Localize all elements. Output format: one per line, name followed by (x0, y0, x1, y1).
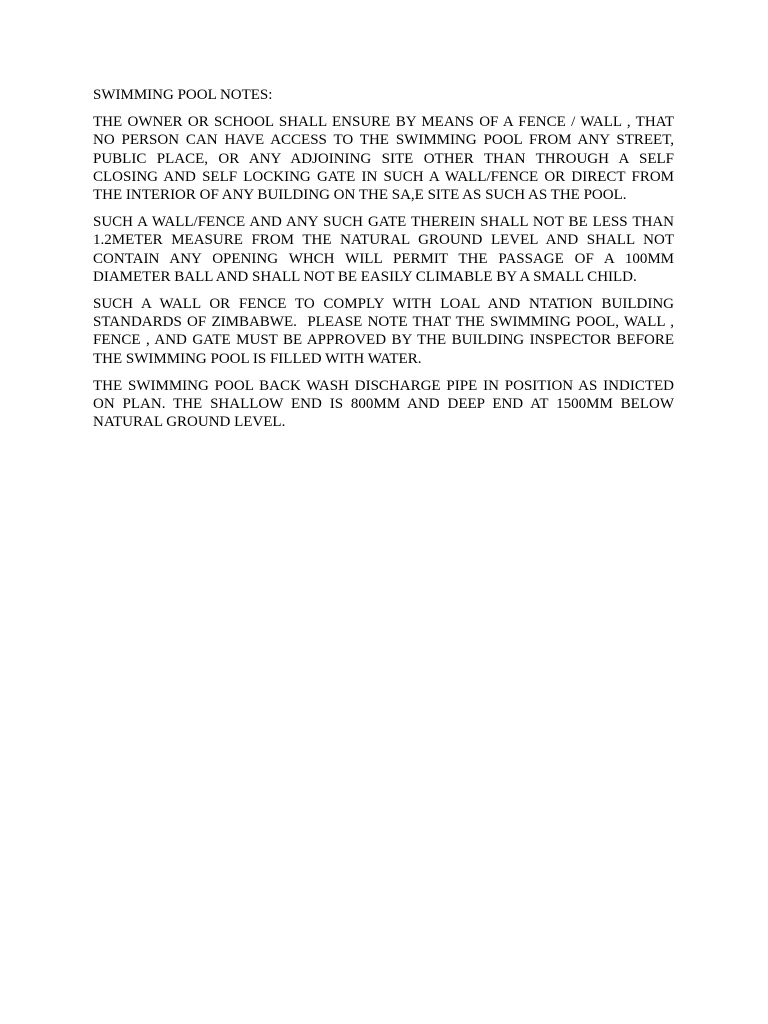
document-heading: SWIMMING POOL NOTES: (93, 87, 273, 103)
paragraph-building-standards: SUCH A WALL OR FENCE TO COMPLY WITH LOAL AND NTATION BUILDING STANDARDS OF ZIMBABWE. PLEASE NOTE THAT THE SWIMMING POOL, WALL , FENCE , AND GATE MUST BE APPROVED BY THE BUILDING INSPECTOR BEFORE THE SWIMMING POOL IS FILLED WITH WATER. (93, 296, 678, 367)
paragraph-fence-height: SUCH A WALL/FENCE AND ANY SUCH GATE THEREIN SHALL NOT BE LESS THAN 1.2METER MEASURE FROM THE NATURAL GROUND LEVEL AND SHALL NOT CONTAIN ANY OPENING WHCH WILL PERMIT THE PASSAGE OF A 100MM DIAMETER BALL AND SHALL NOT BE EASILY CLIMABLE BY A SMALL CHILD. (93, 214, 678, 285)
paragraph-fence-requirement: THE OWNER OR SCHOOL SHALL ENSURE BY MEANS OF A FENCE / WALL , THAT NO PERSON CAN HAVE ACCESS TO THE SWIMMING POOL FROM ANY STREET, PUBLIC PLACE, OR ANY ADJOINING SITE OTHER THAN THROUGH A SELF CLOSING AND SELF LOCKING GATE IN SUCH A WALL/FENCE OR DIRECT FROM THE INTERIOR OF ANY BUILDING ON THE SA,E SITE AS SUCH AS THE POOL. (93, 114, 678, 204)
paragraph-backwash-pipe: THE SWIMMING POOL BACK WASH DISCHARGE PIPE IN POSITION AS INDICTED ON PLAN. THE SHALLOW END IS 800MM AND DEEP END AT 1500MM BELOW NATURAL GROUND LEVEL. (93, 377, 678, 431)
document-page (93, 86, 678, 440)
